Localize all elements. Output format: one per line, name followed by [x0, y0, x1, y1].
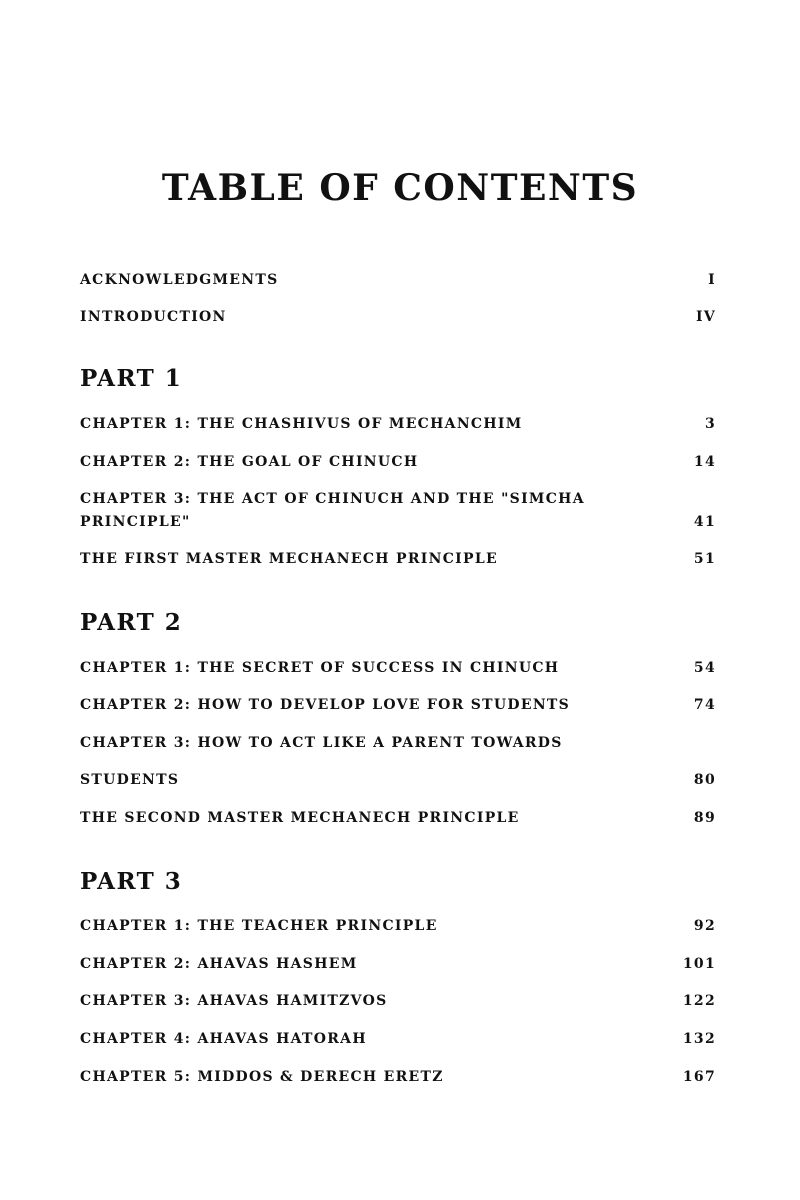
toc-entry-label: CHAPTER 2: AHAVAS HASHEM [80, 956, 358, 972]
toc-entry-page: 80 [693, 772, 716, 788]
toc-entry-page: 54 [693, 660, 716, 676]
toc-entry-label: THE FIRST MASTER MECHANECH PRINCIPLE [80, 551, 498, 567]
toc-entry[interactable] [80, 450, 716, 474]
part-heading: PART 1 [80, 365, 183, 392]
toc-entry-label: CHAPTER 1: THE TEACHER PRINCIPLE [80, 918, 438, 934]
toc-entry[interactable] [80, 412, 716, 436]
toc-entry[interactable] [80, 693, 716, 717]
toc-entry-page: 132 [682, 1031, 716, 1047]
toc-entry-label: PRINCIPLE" [80, 514, 191, 530]
toc-entry-page: 89 [693, 810, 716, 826]
toc-entry-line1[interactable] [80, 731, 716, 755]
toc-entry[interactable] [80, 806, 716, 830]
toc-entry-page: 74 [693, 697, 716, 713]
toc-entry-label: CHAPTER 5: MIDDOS & DERECH ERETZ [80, 1069, 444, 1085]
toc-entry-page: 122 [682, 993, 716, 1009]
toc-entry-label: STUDENTS [80, 772, 180, 788]
toc-entry[interactable] [80, 656, 716, 680]
toc-entry[interactable] [80, 547, 716, 571]
toc-entry[interactable] [80, 952, 716, 976]
toc-entry-line2[interactable] [80, 510, 716, 534]
toc-entry-label: CHAPTER 1: THE CHASHIVUS OF MECHANCHIM [80, 416, 523, 432]
toc-entry-page: 14 [693, 454, 716, 470]
toc-entry-line1[interactable] [80, 487, 716, 511]
toc-entry-acknowledgments[interactable] [80, 268, 716, 292]
toc-entry-introduction[interactable] [80, 305, 716, 329]
toc-entry[interactable] [80, 1065, 716, 1089]
toc-entry-page: I [708, 272, 716, 288]
toc-entry-label: ACKNOWLEDGMENTS [80, 272, 279, 288]
toc-entry-label: CHAPTER 3: AHAVAS HAMITZVOS [80, 993, 388, 1009]
toc-entry-label: INTRODUCTION [80, 309, 227, 325]
toc-entry-page: 3 [704, 416, 716, 432]
part-heading: PART 2 [80, 609, 183, 636]
toc-entry-page: 41 [693, 514, 716, 530]
toc-entry[interactable] [80, 1027, 716, 1051]
toc-entry[interactable] [80, 914, 716, 938]
toc-entry-label: CHAPTER 2: THE GOAL OF CHINUCH [80, 454, 419, 470]
toc-entry-line2[interactable] [80, 768, 716, 792]
toc-entry-label: CHAPTER 3: HOW TO ACT LIKE A PARENT TOWARDS [80, 735, 563, 751]
toc-entry-page: 101 [682, 956, 716, 972]
toc-entry-page: 167 [682, 1069, 716, 1085]
toc-entry[interactable] [80, 989, 716, 1013]
toc-entry-label: CHAPTER 1: THE SECRET OF SUCCESS IN CHINUCH [80, 660, 560, 676]
page-title: TABLE OF CONTENTS [161, 167, 639, 209]
toc-entry-page: 51 [693, 551, 716, 567]
toc-entry-label: CHAPTER 4: AHAVAS HATORAH [80, 1031, 367, 1047]
toc-entry-label: THE SECOND MASTER MECHANECH PRINCIPLE [80, 810, 520, 826]
toc-entry-page: 92 [693, 918, 716, 934]
part-heading: PART 3 [80, 868, 183, 895]
toc-entry-label: CHAPTER 2: HOW TO DEVELOP LOVE FOR STUDENTS [80, 697, 571, 713]
toc-entry-page: IV [695, 309, 716, 325]
toc-entry-label: CHAPTER 3: THE ACT OF CHINUCH AND THE "SIMCHA [80, 491, 585, 507]
